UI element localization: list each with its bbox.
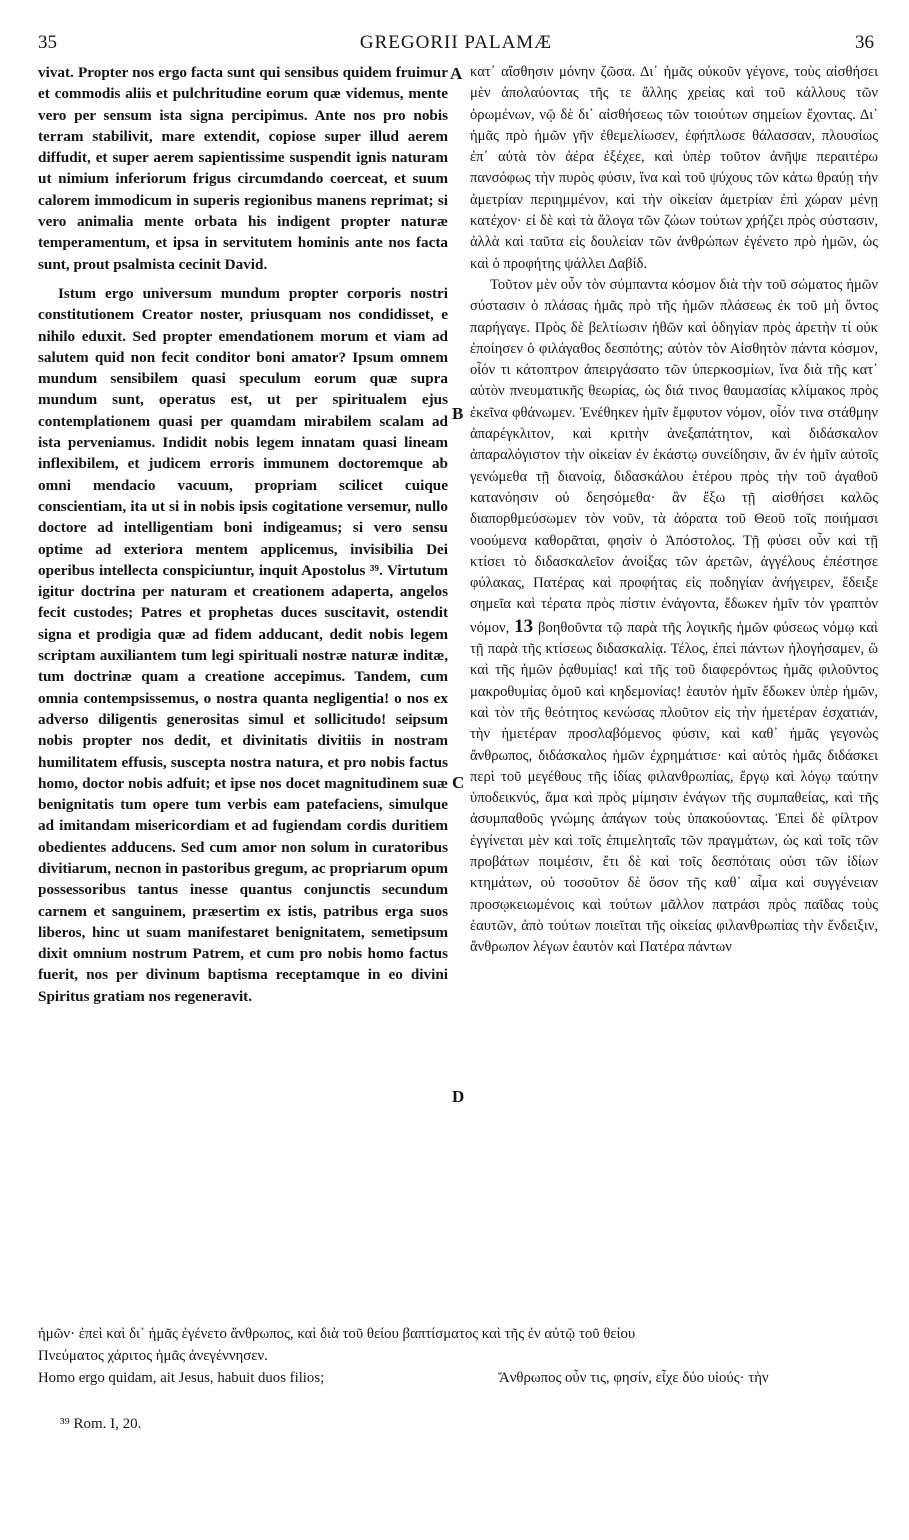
closing-lines (38, 1326, 878, 1392)
greek-closing-line: Πνεύματος χάριτος ἡμᾶς ἀνεγέννησεν. (38, 1348, 268, 1364)
latin-column (38, 62, 448, 1330)
footnote: ³⁹ Rom. I, 20. (60, 1416, 142, 1432)
section-number: 13 (514, 615, 534, 637)
latin-paragraph: vivat. Propter nos ergo facta sunt qui sensibus quidem fruimur et commodis aliis et pulchritudine eorum quæ videmus, mente vero per sensum ista signa percipimus. Ante nos pro nobis terram stabilivit, mare extendit, copiose super illud aerem diffudit, et super aerem sapientissime suspendit ignis naturam ut nimium inferiorum frigus circumdando coerceat, et suum calorem immodicum in superis regionibus manens reprimat; si vero animalia mente orbata his indigent propter naturæ temperamentum, et ipsa in servitutem hominis ante nos facta sunt, prout psalmista cecinit David. (38, 64, 448, 273)
page-number-left: 35 (38, 32, 57, 53)
page-number-right: 36 (855, 32, 874, 53)
margin-letter-d: D (452, 1087, 465, 1106)
greek-paragraph-text: Τοῦτον μὲν οὖν τὸν σύμπαντα κόσμον διὰ τὴν τοῦ σώματος ἡμῶν σύστασιν ὁ πλάσας ἡμᾶς πρὸ τῆς ἡμῶν πλάσεως ἐκ τοῦ μὴ ὄντος παρήγαγε. Πρὸς δὲ βελτίωσιν ἠθῶν καὶ ὁδηγίαν πρὸς ἀρετὴν τί οὐκ ἐποίησεν ὁ φιλάγαθος δεσπότης; αὐτὸν τὸν Αἰσθητὸν πάντα κόσμον, οἷόν τι κάτοπτρον ἀπειργάσατο τῶν ὑπερκοσμίων, ἵνα διὰ τῆς κατ᾽ αὐτὸν πνευματικῆς θεωρίας, ὡς διά τινος θαυμασίας κλίμακος πρὸς ἐκεῖνα φθάνωμεν. Ἐνέθηκεν ἡμῖν ἔμφυτον νόμον, οἷόν τινα στάθμην ἀπαρέγκλιτον, καὶ κριτὴν ἀνεξαπάτητον, καὶ διδάσκαλον ἀπαραλόγιστον τὴν οἰκείαν ἐν ἑκάστῳ συνείδησιν, ἂν ἐν ἡμῖν αὐτοῖς γενώμεθα τῇ διανοίᾳ, διδασκάλου ἑτέρου πρὸς τὴν τοῦ ἀγαθοῦ κατανόησιν οὐ δεησόμεθα· ἂν ἔξω τῇ αἰσθήσει καλῶς διαπορθμεύσωμεν τὸν νοῦν, τὰ ἀόρατα τοῦ Θεοῦ τοῖς ποιήμασι νοούμενα καθορᾶται, φησὶν ὁ Ἀπόστολος. Τῇ φύσει οὖν καὶ τῇ κτίσει τὸ διδασκαλεῖον ἀνοίξας τῶν ἀρετῶν, ἀγγέλους ἐπέστησε φύλακας, Πατέρας καὶ προφήτας εἰς ποδηγίαν ἀνήγειρεν, ἔδειξε σημεῖα καὶ τέρατα πρὸς πίστιν ἐνάγοντα, ἔδωκεν ἡμῖν τὸν γραπτὸν νόμον, (470, 276, 878, 636)
running-header (38, 32, 874, 56)
latin-closing-line: Homo ergo quidam, ait Jesus, habuit duos filios; (38, 1370, 325, 1386)
greek-closing-line: ἡμῶν· ἐπεὶ καὶ δι᾽ ἡμᾶς ἐγένετο ἄνθρωπος, καὶ διὰ τοῦ θείου βαπτίσματος καὶ τῆς ἐν αὐτῷ τοῦ θείου (38, 1326, 636, 1342)
running-title: GREGORII PALAMÆ (359, 32, 553, 53)
greek-paragraph-continuation: βοηθοῦντα τῷ παρὰ τῆς λογικῆς ἡμῶν φύσεως νόμῳ καὶ τῇ παρὰ τῆς κτίσεως διδασκαλίᾳ. Τέλος, ἐπεὶ πάντων ἠλογήσαμεν, ὢ καὶ τῆς ἡμῶν ῥᾳθυμίας! καὶ τῆς τοῦ διαφερόντως ἡμᾶς φιλοῦντος μακροθυμίας ὁμοῦ καὶ κηδεμονίας! ἑαυτὸν ἡμῖν ἔδωκεν ὑπὲρ ἡμῶν, καὶ τὸν τῆς θεότητος κενώσας πλοῦτον εἰς τὴν ἡμετέραν ἐσχατιάν, τὴν ἡμετέραν προσλαβόμενος φύσιν, καὶ καθ᾽ ἡμᾶς γεγονὼς ἄνθρωπος, διδάσκαλος ἡμῶν ἐχρημάτισε· καὶ αὐτὸς ἡμᾶς διδάσκει περὶ τοῦ μεγέθους τῆς ἰδίας φιλανθρωπίας, ἔργῳ καὶ λόγῳ ταύτην ὑποδεικνύς, ἅμα καὶ πρὸς μίμησιν ἐνάγων τῆς συμπαθείας, καὶ τῆς ἀσυμπαθοῦς γνώμης ἀπάγων τοὺς ὑπακούοντας. Ἐπεὶ δὲ φίλτρον ἐγγίνεται μὲν καὶ τοῖς ἐπιμεληταῖς τῶν πραγμάτων, ὡς καὶ τοῖς τῶν προβάτων ποιμέσιν, ἔτι δὲ καὶ τοῖς δεσπόταις οὐσι τῶν ἰδίων κτημάτων, οὐ τοσοῦτον δὲ ὅσον τῆς καθ᾽ αἷμα καὶ συγγένειαν προσῳκειωμένοις καὶ τούτων μᾶλλον πατράσι πρὸς παῖδας τοὺς ἑαυτῶν, ἀπὸ τούτων ποιεῖται τῆς οἰκείας φιλανθρωπίας τὴν ἔνδειξιν, ἄνθρωπον λέγων ἑαυτὸν καὶ Πατέρα πάντων (470, 619, 878, 956)
greek-closing-line-right: Ἄνθρωπος οὖν τις, φησίν, εἶχε δύο υἱούς· τὴν (498, 1370, 769, 1386)
latin-paragraph: Istum ergo universum mundum propter corporis nostri constitutionem Creator noster, priusquam nos condidisset, e nihilo eduxit. Sed propter emendationem morum et viam ad salutem quid non fecit conditor boni amator? Ipsum omnem mundum sensibilem quasi speculum eorum quæ supra mundum sunt, operatus est, ut per spiritualem ejus contemplationem quasi per quamdam mirabilem scalam ad ista perveniamus. Indidit nobis legem innatam quasi lineam inflexibilem, et judicem erroris immunem doctoremque ab omni mendacio vacuum, propriam scilicet cuique conscientiam, ita ut si in nobis ipsis cogitatione versemur, nullo doctore ad intelligentiam boni indigeamus; si vero sensu optime ad exteriora mentem applicemus, invisibilia Dei operibus intellecta conspiciuntur, inquit Apostolus ³⁹. Virtutum igitur doctrina per naturam et creationem adaperta, angelos fecit custodes; Patres et prophetas duces suscitavit, ostendit signa et prodigia quæ ad fidem adducant, dedit nobis legem scriptam auxiliantem tum legi spirituali nostræ naturæ inditæ, tum doctrinæ quam a creatione accepimus. Tandem, cum omnia contempsissemus, o nostra quanta negligentia! o nos ex adverso diligentis generositas simul et sollicitudo! seipsum nobis propter nos dedit, et divinitatis divitiis in nostram humilitatem effusis, suscepta nostra natura, et pro nobis factus homo, doctor nobis adfuit; et ipse nos docet magnitudinem suæ benignitatis tum opere tum verbis eam patefaciens, simulque ad imitandam misericordiam et ad fugiendam cordis duritiem obedientes adducens. Sed cum amor non solum in curatoribus divitiarum, necnon in pastoribus gregum, ac propriarum opum possessoribus tantus inesse quantus conjunctis secundum carnem et sanguinem, præsertim ex istis, patribus erga suos liberos, hinc ut suam manifestaret benignitatem, semetipsum dixit omnium nostrum Patrem, et cum pro nobis homo factus fuerit, nos per divinum baptisma receptamque in eo divini Spiritus gratiam nos regeneravit. (38, 284, 448, 1005)
greek-paragraph (470, 275, 878, 959)
margin-letter-c: C (452, 773, 465, 792)
margin-letter-a: A (450, 64, 463, 83)
margin-letter-b: B (452, 404, 464, 423)
greek-column (470, 62, 878, 1330)
greek-paragraph: κατ᾽ αἴσθησιν μόνην ζῶσα. Δι᾽ ἡμᾶς οὐκοῦν γέγονε, τοὺς αἰσθήσει μὲν ἀπολαύοντας τῆς τε ἄλλης χρείας καὶ τοῦ κάλλους τῶν ὁρωμένων, νῷ δὲ δι᾽ αἰσθήσεως τῶν τοιούτων σημείων ἔχοντας. Δι᾽ ἡμᾶς πρὸ ἡμῶν γῆν ἐθεμελίωσεν, ἐφήπλωσε θάλασσαν, πλουσίως ἐπ᾽ αὐτὰ τὸν ἀέρα ἐξέχεε, καὶ ὑπὲρ τοῦτον ἀνῆψε περαιτέρω πανσόφως τὴν πυρὸς φύσιν, ἵνα καὶ τοῦ ψύχους τῶν κάτω θραύῃ τὴν ἀμετρίαν περιημμένον, καὶ τὴν οἰκείαν ἀμετρίαν ἐπὶ χώραν μένῃ κατέχον· εἰ δὲ καὶ τὰ ἄλογα τῶν ζώων τούτων χρήζει πρὸς σύστασιν, ἀλλὰ καὶ ταῦτα εἰς δουλείαν τῶν ἀνθρώπων ἐγένετο πρὸ ἡμῶν, ὡς καὶ ὁ προφήτης ψάλλει Δαβίδ. (470, 64, 878, 272)
